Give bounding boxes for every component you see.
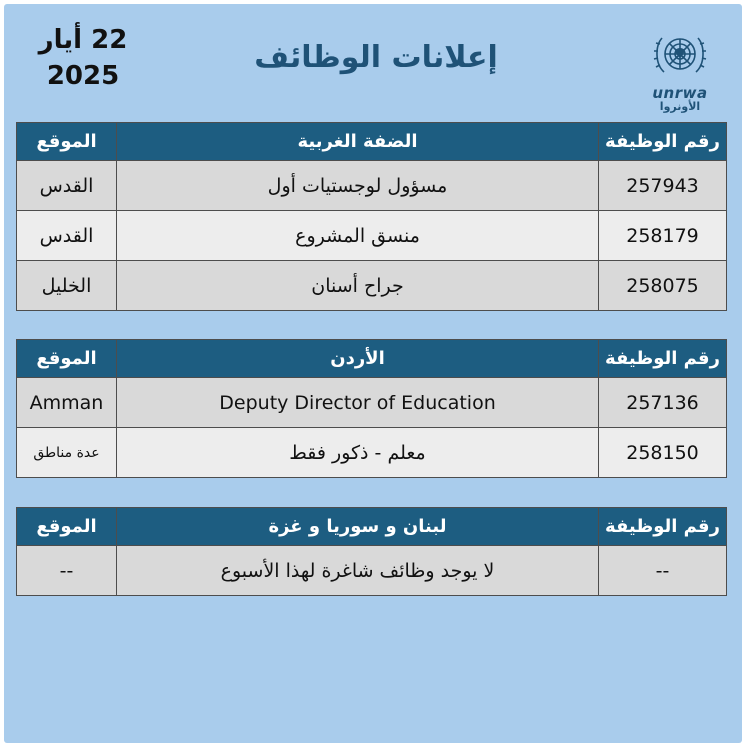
cell-job-number: 257943 bbox=[599, 161, 727, 211]
cell-job-number: 258179 bbox=[599, 211, 727, 261]
cell-job-number: -- bbox=[599, 546, 727, 596]
table-header-row bbox=[17, 123, 727, 161]
header-location: الموقع bbox=[17, 508, 117, 546]
cell-job-title: مسؤول لوجستيات أول bbox=[117, 161, 599, 211]
table-header-row bbox=[17, 340, 727, 378]
cell-job-number: 258150 bbox=[599, 428, 727, 478]
cell-job-number: 257136 bbox=[599, 378, 727, 428]
jobs-table-jordan bbox=[16, 339, 727, 478]
header-job-number: رقم الوظيفة bbox=[599, 123, 727, 161]
table-row bbox=[17, 211, 727, 261]
header-location: الموقع bbox=[17, 340, 117, 378]
table-row bbox=[17, 428, 727, 478]
date-year: 2025 bbox=[46, 61, 120, 91]
announcement-card bbox=[4, 4, 742, 743]
cell-location: -- bbox=[17, 546, 117, 596]
cell-job-number: 258075 bbox=[599, 261, 727, 311]
cell-job-title: جراح أسنان bbox=[117, 261, 599, 311]
table-row bbox=[17, 261, 727, 311]
cell-job-title: معلم - ذكور فقط bbox=[117, 428, 599, 478]
cell-location: الخليل bbox=[17, 261, 117, 311]
table-row bbox=[17, 378, 727, 428]
cell-job-title: لا يوجد وظائف شاغرة لهذا الأسبوع bbox=[117, 546, 599, 596]
header-region: لبنان و سوريا و غزة bbox=[117, 508, 599, 546]
un-emblem-icon bbox=[640, 26, 720, 84]
header-region: الضفة الغربية bbox=[117, 123, 599, 161]
cell-location: Amman bbox=[17, 378, 117, 428]
table-row bbox=[17, 546, 727, 596]
publication-date bbox=[28, 22, 138, 94]
unrwa-logo bbox=[640, 26, 720, 116]
header-job-number: رقم الوظيفة bbox=[599, 340, 727, 378]
header-region: الأردن bbox=[117, 340, 599, 378]
logo-text-ar: الأونروا bbox=[659, 100, 701, 113]
cell-location: القدس bbox=[17, 161, 117, 211]
cell-job-title: منسق المشروع bbox=[117, 211, 599, 261]
cell-location: القدس bbox=[17, 211, 117, 261]
table-row bbox=[17, 161, 727, 211]
cell-job-title: Deputy Director of Education bbox=[117, 378, 599, 428]
header-job-number: رقم الوظيفة bbox=[599, 508, 727, 546]
table-header-row bbox=[17, 508, 727, 546]
logo-text-en: unrwa bbox=[652, 84, 708, 102]
jobs-table-lebanon-syria-gaza bbox=[16, 507, 727, 596]
date-day-month: 22 أيار bbox=[38, 25, 128, 55]
jobs-table-west-bank bbox=[16, 122, 727, 311]
cell-location: عدة مناطق bbox=[17, 428, 117, 478]
page-title: إعلانات الوظائف bbox=[254, 40, 498, 75]
header-location: الموقع bbox=[17, 123, 117, 161]
